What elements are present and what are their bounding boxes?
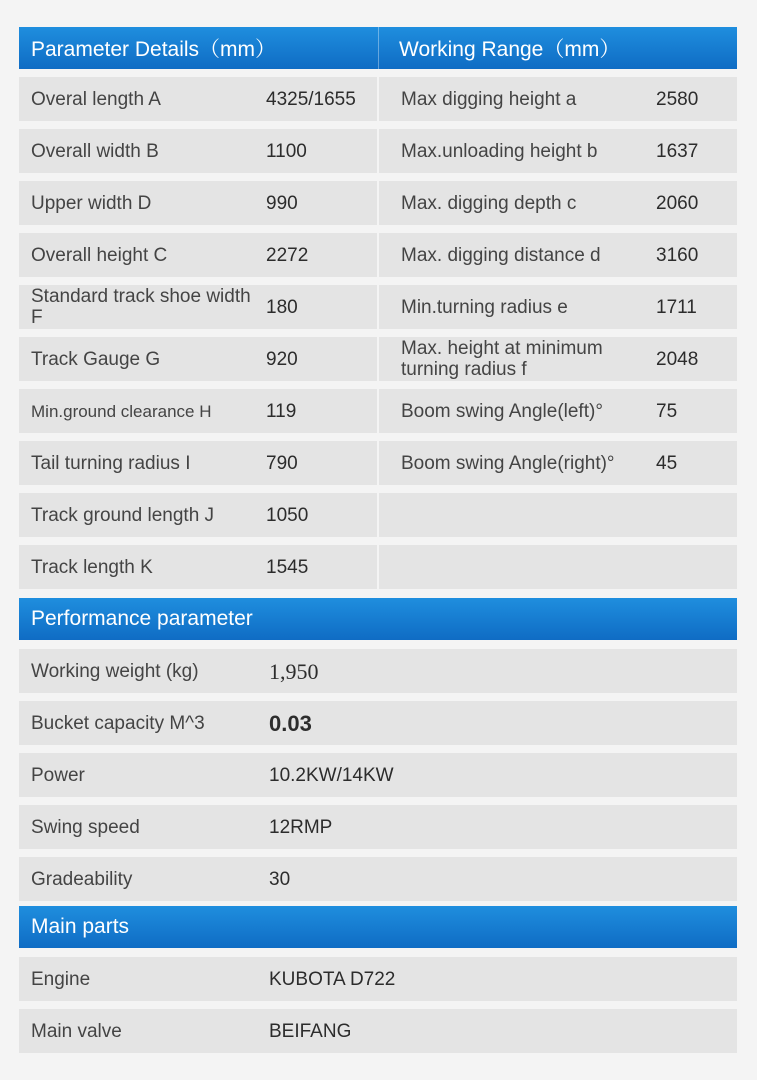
table-row bbox=[19, 649, 737, 693]
param-label: Overall height C bbox=[31, 244, 168, 266]
working-label: Boom swing Angle(right)° bbox=[401, 452, 615, 474]
working-label: Max digging height a bbox=[401, 88, 577, 110]
param-value: 119 bbox=[266, 400, 297, 422]
table-row bbox=[19, 389, 737, 433]
params-header: Parameter Details（mm） bbox=[19, 27, 379, 69]
part-label: Engine bbox=[31, 968, 91, 990]
working-value: 1711 bbox=[656, 296, 697, 318]
param-value: 990 bbox=[266, 192, 298, 214]
table-row bbox=[19, 441, 737, 485]
part-value: BEIFANG bbox=[269, 1020, 352, 1042]
table-row bbox=[19, 285, 737, 329]
performance-value: 30 bbox=[269, 868, 291, 890]
param-label: Min.ground clearance H bbox=[31, 401, 212, 421]
performance-label: Bucket capacity M^3 bbox=[31, 712, 205, 734]
performance-label: Gradeability bbox=[31, 868, 133, 890]
table-row bbox=[19, 857, 737, 901]
table-row bbox=[19, 1009, 737, 1053]
working-label: Max. digging distance d bbox=[401, 244, 601, 266]
performance-title: Performance parameter bbox=[31, 607, 253, 630]
working-value: 1637 bbox=[656, 140, 699, 162]
performance-value: 12RMP bbox=[269, 816, 333, 838]
performance-label: Working weight (kg) bbox=[31, 660, 199, 682]
param-value: 1545 bbox=[266, 556, 309, 578]
working-label: Max.unloading height b bbox=[401, 140, 598, 162]
working-value: 3160 bbox=[656, 244, 699, 266]
performance-value: 10.2KW/14KW bbox=[269, 764, 394, 786]
param-label: Overall width B bbox=[31, 140, 159, 162]
table-row bbox=[19, 545, 737, 589]
spec-table-header bbox=[19, 27, 737, 69]
performance-value: 0.03 bbox=[269, 710, 312, 736]
param-label: Track length K bbox=[31, 556, 153, 578]
param-value: 4325/1655 bbox=[266, 88, 356, 110]
working-label: Max. height at minimum turning radius f bbox=[401, 338, 603, 380]
working-value: 75 bbox=[656, 400, 678, 422]
empty-cell bbox=[379, 493, 737, 537]
working-value: 2580 bbox=[656, 88, 699, 110]
main-parts-header bbox=[19, 906, 737, 948]
param-label: Track ground length J bbox=[31, 504, 215, 526]
param-value: 920 bbox=[266, 348, 298, 370]
performance-label: Swing speed bbox=[31, 816, 140, 838]
param-label: Tail turning radius I bbox=[31, 452, 191, 474]
param-label: Standard track shoe width F bbox=[31, 286, 251, 328]
table-row bbox=[19, 181, 737, 225]
working-range-header: Working Range（mm） bbox=[399, 38, 621, 61]
performance-value: 1,950 bbox=[269, 658, 319, 684]
table-row bbox=[19, 701, 737, 745]
param-value: 1100 bbox=[266, 140, 307, 162]
main-parts-title: Main parts bbox=[31, 915, 130, 938]
working-label: Boom swing Angle(left)° bbox=[401, 400, 603, 422]
working-value: 2048 bbox=[656, 348, 699, 370]
empty-cell bbox=[379, 545, 737, 589]
param-label: Upper width D bbox=[31, 192, 152, 214]
working-label: Min.turning radius e bbox=[401, 296, 568, 318]
table-row bbox=[19, 129, 737, 173]
table-row bbox=[19, 753, 737, 797]
param-value: 1050 bbox=[266, 504, 309, 526]
working-label: Max. digging depth c bbox=[401, 192, 577, 214]
table-row bbox=[19, 233, 737, 277]
table-row bbox=[19, 957, 737, 1001]
table-row bbox=[19, 337, 737, 381]
table-row bbox=[19, 805, 737, 849]
param-value: 180 bbox=[266, 296, 298, 318]
param-label: Track Gauge G bbox=[31, 348, 161, 370]
working-value: 2060 bbox=[656, 192, 699, 214]
performance-label: Power bbox=[31, 764, 85, 786]
part-value: KUBOTA D722 bbox=[269, 968, 396, 990]
table-row bbox=[19, 493, 737, 537]
table-row bbox=[19, 77, 737, 121]
param-label: Overal length A bbox=[31, 88, 161, 110]
performance-header bbox=[19, 598, 737, 640]
param-value: 790 bbox=[266, 452, 298, 474]
param-value: 2272 bbox=[266, 244, 309, 266]
part-label: Main valve bbox=[31, 1020, 122, 1042]
working-value: 45 bbox=[656, 452, 678, 474]
